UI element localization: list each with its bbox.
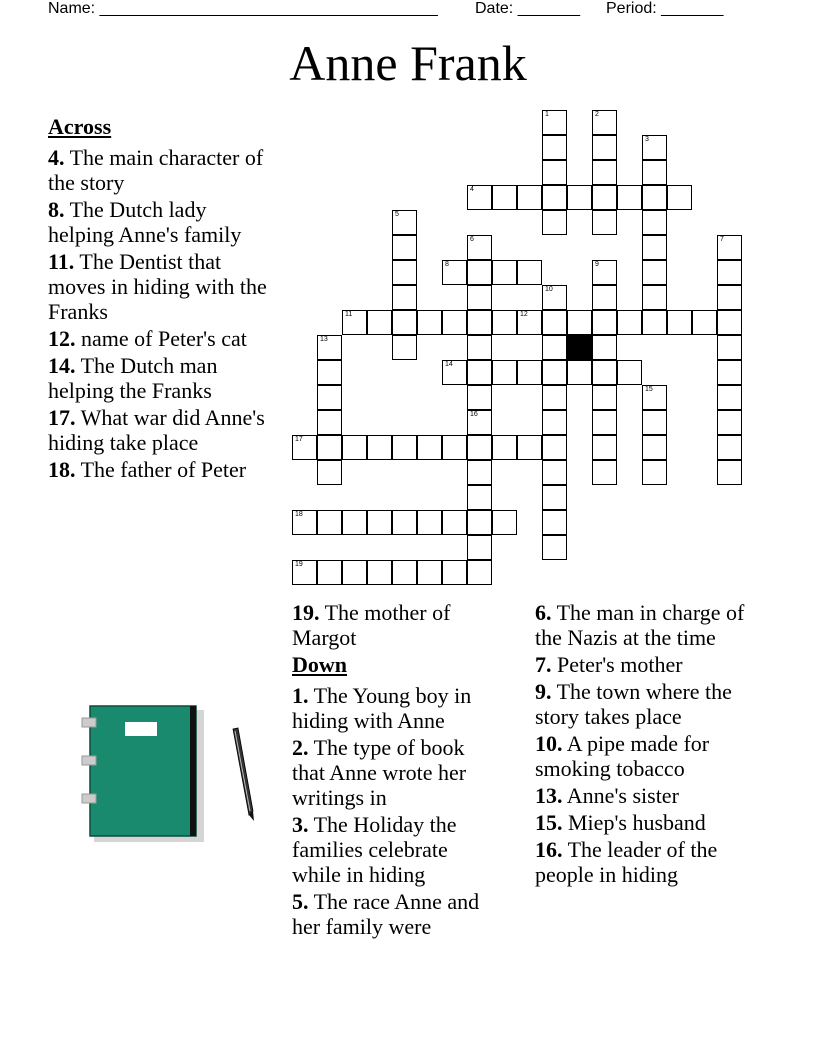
grid-clue-number: 10 (545, 286, 553, 293)
middle-clues (292, 600, 498, 941)
grid-cell[interactable] (392, 510, 417, 535)
clue-text: The mother of Margot (292, 600, 451, 650)
grid-cell[interactable] (592, 110, 617, 135)
clue-item (535, 600, 760, 650)
clue-number: 16. (535, 837, 563, 862)
grid-cell[interactable] (717, 460, 742, 485)
clue-number: 19. (292, 600, 320, 625)
grid-cell[interactable] (367, 435, 392, 460)
grid-cell[interactable] (517, 310, 542, 335)
grid-cell[interactable] (717, 260, 742, 285)
grid-cell-blocked (567, 335, 592, 360)
clue-item (292, 735, 498, 810)
clue-item (48, 405, 270, 455)
clue-item (292, 600, 498, 650)
clue-text: The Holiday the families celebrate while in hiding (292, 812, 457, 887)
grid-cell[interactable] (642, 435, 667, 460)
grid-cell[interactable] (442, 360, 467, 385)
clue-number: 15. (535, 810, 563, 835)
grid-cell[interactable] (392, 285, 417, 310)
grid-clue-number: 19 (295, 561, 303, 568)
grid-cell[interactable] (467, 235, 492, 260)
clue-number: 18. (48, 457, 76, 482)
grid-cell[interactable] (467, 185, 492, 210)
clue-number: 7. (535, 652, 552, 677)
grid-cell[interactable] (667, 185, 692, 210)
grid-cell[interactable] (542, 360, 567, 385)
right-clues (535, 600, 760, 889)
across-clues (48, 114, 270, 484)
grid-cell[interactable] (367, 510, 392, 535)
grid-cell[interactable] (642, 135, 667, 160)
grid-cell[interactable] (567, 185, 592, 210)
grid-cell[interactable] (592, 410, 617, 435)
clue-number: 14. (48, 353, 76, 378)
grid-cell[interactable] (642, 385, 667, 410)
clue-text: The Dutch man helping the Franks (48, 353, 218, 403)
clue-number: 10. (535, 731, 563, 756)
grid-cell[interactable] (392, 260, 417, 285)
clue-text: The man in charge of the Nazis at the time (535, 600, 745, 650)
grid-cell[interactable] (617, 360, 642, 385)
clue-number: 3. (292, 812, 309, 837)
clue-text: Miep's husband (562, 810, 706, 835)
grid-clue-number: 9 (595, 261, 599, 268)
grid-cell[interactable] (467, 360, 492, 385)
grid-cell[interactable] (592, 385, 617, 410)
grid-cell[interactable] (517, 435, 542, 460)
clue-number: 8. (48, 197, 65, 222)
header-fields (48, 0, 768, 20)
clue-item (48, 145, 270, 195)
grid-cell[interactable] (317, 560, 342, 585)
grid-cell[interactable] (542, 510, 567, 535)
grid-cell[interactable] (467, 410, 492, 435)
clue-item (535, 810, 760, 835)
down-heading: Down (292, 652, 348, 677)
grid-cell[interactable] (592, 460, 617, 485)
clue-text: The Dutch lady helping Anne's family (48, 197, 242, 247)
clue-number: 12. (48, 326, 76, 351)
grid-cell[interactable] (417, 435, 442, 460)
grid-cell[interactable] (542, 135, 567, 160)
clue-item (292, 683, 498, 733)
clue-item (48, 353, 270, 403)
grid-cell[interactable] (392, 560, 417, 585)
grid-cell[interactable] (717, 285, 742, 310)
grid-cell[interactable] (492, 185, 517, 210)
grid-cell[interactable] (392, 435, 417, 460)
grid-cell[interactable] (342, 510, 367, 535)
clue-item (535, 679, 760, 729)
grid-cell[interactable] (642, 185, 667, 210)
grid-cell[interactable] (642, 160, 667, 185)
grid-cell[interactable] (467, 560, 492, 585)
clue-text: The type of book that Anne wrote her writings in (292, 735, 467, 810)
grid-cell[interactable] (517, 360, 542, 385)
grid-clue-number: 18 (295, 511, 303, 518)
notebook-icon (80, 700, 210, 850)
grid-cell[interactable] (317, 410, 342, 435)
grid-cell[interactable] (392, 335, 417, 360)
grid-cell[interactable] (542, 385, 567, 410)
grid-cell[interactable] (642, 260, 667, 285)
grid-cell[interactable] (617, 185, 642, 210)
grid-cell[interactable] (717, 235, 742, 260)
grid-cell[interactable] (717, 360, 742, 385)
clue-item (48, 197, 270, 247)
grid-cell[interactable] (592, 260, 617, 285)
grid-cell[interactable] (592, 160, 617, 185)
grid-clue-number: 6 (470, 236, 474, 243)
grid-cell[interactable] (667, 310, 692, 335)
grid-cell[interactable] (642, 235, 667, 260)
grid-cell[interactable] (592, 135, 617, 160)
page-title: Anne Frank (289, 35, 527, 91)
grid-cell[interactable] (717, 310, 742, 335)
grid-clue-number: 2 (595, 111, 599, 118)
grid-cell[interactable] (592, 310, 617, 335)
grid-cell[interactable] (442, 260, 467, 285)
grid-cell[interactable] (292, 510, 317, 535)
clue-item (48, 249, 270, 324)
grid-cell[interactable] (717, 435, 742, 460)
grid-cell[interactable] (467, 435, 492, 460)
grid-cell[interactable] (467, 335, 492, 360)
grid-clue-number: 15 (645, 386, 653, 393)
grid-cell[interactable] (342, 310, 367, 335)
grid-clue-number: 12 (520, 311, 528, 318)
grid-cell[interactable] (542, 310, 567, 335)
clue-item (535, 783, 760, 808)
grid-cell[interactable] (642, 460, 667, 485)
clue-text: The leader of the people in hiding (535, 837, 718, 887)
clue-item (292, 889, 498, 939)
grid-cell[interactable] (467, 460, 492, 485)
grid-cell[interactable] (317, 435, 342, 460)
grid-cell[interactable] (492, 510, 517, 535)
grid-clue-number: 17 (295, 436, 303, 443)
grid-clue-number: 5 (395, 211, 399, 218)
grid-cell[interactable] (642, 310, 667, 335)
grid-clue-number: 13 (320, 336, 328, 343)
grid-cell[interactable] (317, 460, 342, 485)
grid-cell[interactable] (592, 285, 617, 310)
grid-clue-number: 1 (545, 111, 549, 118)
grid-cell[interactable] (492, 360, 517, 385)
grid-cell[interactable] (367, 560, 392, 585)
grid-clue-number: 7 (720, 236, 724, 243)
grid-cell[interactable] (717, 335, 742, 360)
clue-text: The Dentist that moves in hiding with the Franks (48, 249, 267, 324)
clue-text: Peter's mother (551, 652, 683, 677)
grid-cell[interactable] (442, 560, 467, 585)
grid-cell[interactable] (642, 285, 667, 310)
clue-text: name of Peter's cat (75, 326, 247, 351)
grid-cell[interactable] (542, 410, 567, 435)
grid-cell[interactable] (442, 510, 467, 535)
clue-number: 1. (292, 683, 309, 708)
grid-cell[interactable] (417, 510, 442, 535)
grid-clue-number: 4 (470, 186, 474, 193)
clue-text: The father of Peter (75, 457, 247, 482)
grid-cell[interactable] (542, 460, 567, 485)
date-field-label[interactable]: Date: _______ (475, 0, 580, 17)
across-heading: Across (48, 114, 112, 139)
clue-text: A pipe made for smoking tobacco (535, 731, 710, 781)
grid-clue-number: 3 (645, 136, 649, 143)
grid-cell[interactable] (342, 435, 367, 460)
grid-cell[interactable] (467, 485, 492, 510)
grid-cell[interactable] (567, 360, 592, 385)
grid-cell[interactable] (417, 310, 442, 335)
grid-cell[interactable] (542, 285, 567, 310)
grid-cell[interactable] (317, 360, 342, 385)
grid-clue-number: 14 (445, 361, 453, 368)
grid-cell[interactable] (642, 410, 667, 435)
grid-cell[interactable] (367, 310, 392, 335)
grid-cell[interactable] (442, 435, 467, 460)
grid-cell[interactable] (567, 310, 592, 335)
grid-cell[interactable] (542, 160, 567, 185)
grid-cell[interactable] (717, 385, 742, 410)
grid-cell[interactable] (292, 560, 317, 585)
grid-cell[interactable] (317, 510, 342, 535)
grid-cell[interactable] (392, 210, 417, 235)
grid-clue-number: 11 (345, 311, 353, 318)
clue-item (535, 731, 760, 781)
clue-item (535, 837, 760, 887)
grid-cell[interactable] (317, 385, 342, 410)
grid-cell[interactable] (392, 310, 417, 335)
grid-cell[interactable] (542, 485, 567, 510)
period-field-label[interactable]: Period: _______ (606, 0, 724, 17)
across-list (48, 145, 270, 482)
clue-item (48, 326, 270, 351)
clue-text: The town where the story takes place (535, 679, 732, 729)
clue-number: 9. (535, 679, 552, 704)
grid-cell[interactable] (292, 435, 317, 460)
clue-number: 5. (292, 889, 309, 914)
clue-text: Anne's sister (562, 783, 679, 808)
clue-number: 13. (535, 783, 563, 808)
grid-cell[interactable] (542, 435, 567, 460)
grid-cell[interactable] (592, 335, 617, 360)
pen-icon (225, 725, 265, 825)
clue-text: What war did Anne's hiding take place (48, 405, 265, 455)
clue-number: 17. (48, 405, 76, 430)
grid-cell[interactable] (342, 560, 367, 585)
grid-clue-number: 8 (445, 261, 449, 268)
grid-cell[interactable] (692, 310, 717, 335)
grid-cell[interactable] (467, 535, 492, 560)
grid-cell[interactable] (592, 210, 617, 235)
grid-cell[interactable] (642, 210, 667, 235)
grid-cell[interactable] (467, 385, 492, 410)
grid-cell[interactable] (417, 560, 442, 585)
grid-cell[interactable] (467, 260, 492, 285)
grid-cell[interactable] (492, 435, 517, 460)
clue-item (48, 457, 270, 482)
grid-clue-number: 16 (470, 411, 478, 418)
grid-cell[interactable] (542, 185, 567, 210)
down-list-b (535, 600, 760, 887)
clue-item (292, 812, 498, 887)
clue-item (535, 652, 760, 677)
grid-cell[interactable] (542, 335, 567, 360)
grid-cell[interactable] (392, 235, 417, 260)
grid-cell[interactable] (592, 435, 617, 460)
down-list-a (292, 683, 498, 939)
grid-cell[interactable] (492, 260, 517, 285)
grid-cell[interactable] (542, 110, 567, 135)
name-field-label[interactable]: Name: ______________________________________ (48, 0, 438, 17)
grid-cell[interactable] (467, 310, 492, 335)
grid-cell[interactable] (517, 260, 542, 285)
grid-cell[interactable] (517, 185, 542, 210)
clue-number: 11. (48, 249, 75, 274)
grid-cell[interactable] (542, 210, 567, 235)
clue-number: 2. (292, 735, 309, 760)
clue-text: The main character of the story (48, 145, 264, 195)
grid-cell[interactable] (592, 360, 617, 385)
grid-cell[interactable] (592, 185, 617, 210)
grid-cell[interactable] (542, 535, 567, 560)
grid-cell[interactable] (467, 510, 492, 535)
grid-cell[interactable] (617, 310, 642, 335)
clue-text: The race Anne and her family were (292, 889, 480, 939)
clue-number: 6. (535, 600, 552, 625)
across-continued (292, 600, 498, 650)
grid-cell[interactable] (317, 335, 342, 360)
grid-cell[interactable] (467, 285, 492, 310)
grid-cell[interactable] (442, 310, 467, 335)
grid-cell[interactable] (492, 310, 517, 335)
grid-cell[interactable] (717, 410, 742, 435)
clue-number: 4. (48, 145, 65, 170)
clue-text: The Young boy in hiding with Anne (292, 683, 472, 733)
